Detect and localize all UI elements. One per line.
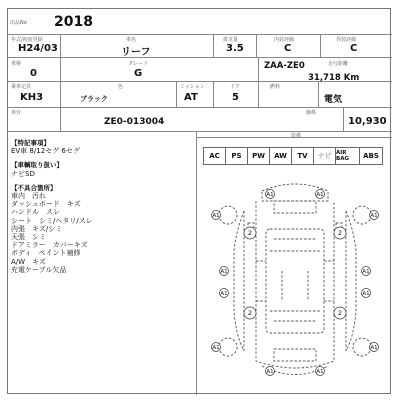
doors2-label: ドア <box>230 84 240 90</box>
equip-pw: PW <box>247 147 269 165</box>
fuel-value: 電気 <box>324 95 343 105</box>
color-value: ブラック <box>80 95 108 103</box>
special-line: EV車 8/12セグ 6セグ <box>11 147 80 156</box>
damage-mark <box>212 343 221 352</box>
model-year-label: 年式/初度登録 <box>11 37 43 43</box>
grade-value: G <box>134 68 143 79</box>
damage-mark <box>220 267 229 276</box>
chassis-label: 車台 <box>11 110 22 116</box>
svg-text:A1: A1 <box>362 291 370 297</box>
damage-mark <box>362 289 371 298</box>
damage-mark <box>370 211 379 220</box>
defects-heading: 【不具合箇所】 <box>11 183 57 192</box>
svg-text:A1: A1 <box>212 345 220 351</box>
defect-line: ボディ ペイント補修 <box>11 249 81 258</box>
svg-text:A1: A1 <box>362 269 370 275</box>
exterior-grade-value: C <box>350 43 358 54</box>
special-heading: 【特記事項】 <box>11 139 50 147</box>
svg-text:A1: A1 <box>220 269 228 275</box>
inspection-sheet <box>7 8 391 394</box>
mileage-label: 走行距離 <box>328 61 349 67</box>
damage-mark <box>316 367 325 376</box>
mileage-value: 31,718 Km <box>308 73 360 83</box>
svg-text:2: 2 <box>337 229 343 237</box>
notes-panel <box>11 139 197 274</box>
shift-value: AT <box>184 92 198 103</box>
equip-airbag <box>335 147 359 165</box>
svg-text:A1: A1 <box>316 192 324 198</box>
svg-text:2: 2 <box>247 309 253 317</box>
damage-mark <box>316 190 325 199</box>
features-heading: 【車輌取り扱い】 <box>11 161 63 170</box>
damage-mark <box>266 367 275 376</box>
lot-label: 出品No <box>10 20 27 26</box>
defect-line: 車内 汚れ <box>11 192 46 201</box>
year-value: 2018 <box>54 14 93 30</box>
defect-line: 天張 シミ <box>11 233 46 242</box>
defect-line: A/W キズ <box>11 257 46 266</box>
damage-mark <box>244 227 256 239</box>
svg-text:2: 2 <box>337 309 343 317</box>
fuel-label: 燃料 <box>270 84 281 90</box>
svg-text:A1: A1 <box>316 369 324 375</box>
features-line: ナビSD <box>11 169 35 178</box>
interior-grade-value: C <box>284 43 292 54</box>
car-name-label: 車名 <box>126 37 137 43</box>
price-label: 価格 <box>306 110 317 116</box>
damage-mark <box>334 227 346 239</box>
equipment-label: 装備 <box>291 133 302 139</box>
doors-value: 0 <box>30 68 37 79</box>
car-diagram <box>204 171 386 391</box>
model-year-value: H24/03 <box>18 43 58 54</box>
damage-mark <box>266 190 275 199</box>
grade-label: グレード <box>128 61 149 67</box>
equip-abs: ABS <box>359 147 383 165</box>
car-name-value: リーフ <box>121 47 151 58</box>
equip-tv: TV <box>291 147 313 165</box>
exterior-grade-label: 外装評価 <box>336 37 357 43</box>
damage-mark <box>220 289 229 298</box>
equipment-row <box>203 147 383 165</box>
chassis-value: ZE0-013004 <box>104 117 165 127</box>
defect-line: シート シミ/ヘタリ/スレ <box>11 216 93 225</box>
displacement-label: 排気量 <box>223 37 239 43</box>
svg-text:A1: A1 <box>266 192 274 198</box>
equip-aw: AW <box>269 147 291 165</box>
equip-ac: AC <box>203 147 225 165</box>
color-label: 色 <box>118 84 124 90</box>
equip-navi: ナビ <box>313 147 335 165</box>
defect-line: 充電ケーブル欠品 <box>11 265 67 274</box>
defect-line: 内張 キズ/シミ <box>11 224 63 233</box>
defect-line: ドアミラー カバーキズ <box>11 241 88 250</box>
svg-text:A1: A1 <box>212 213 220 219</box>
svg-text:A1: A1 <box>370 213 378 219</box>
displacement-value: 3.5 <box>226 43 244 54</box>
equip-ps: PS <box>225 147 247 165</box>
defect-line: ハンドル スレ <box>11 208 60 217</box>
damage-mark <box>362 267 371 276</box>
model-code-value: ZAA-ZE0 <box>264 61 305 71</box>
damage-mark <box>334 307 346 319</box>
doors2-value: 5 <box>232 92 239 103</box>
interior-grade-label: 内装評価 <box>274 37 295 43</box>
damage-mark <box>370 343 379 352</box>
damage-mark <box>212 211 221 220</box>
svg-text:A1: A1 <box>370 345 378 351</box>
equip-airbag-label: AIR BAG <box>336 150 349 162</box>
damage-mark <box>244 307 256 319</box>
seats-value: KH3 <box>20 92 44 103</box>
seats-label: 乗車定員 <box>11 84 32 90</box>
svg-text:A1: A1 <box>220 291 228 297</box>
svg-text:A1: A1 <box>266 369 274 375</box>
door-label: 車検 <box>11 61 22 67</box>
shift-label: ミッション <box>180 84 205 90</box>
defect-line: ダッシュボード キズ <box>11 200 81 209</box>
price-value: 10,930 <box>348 116 387 127</box>
svg-text:2: 2 <box>247 229 253 237</box>
